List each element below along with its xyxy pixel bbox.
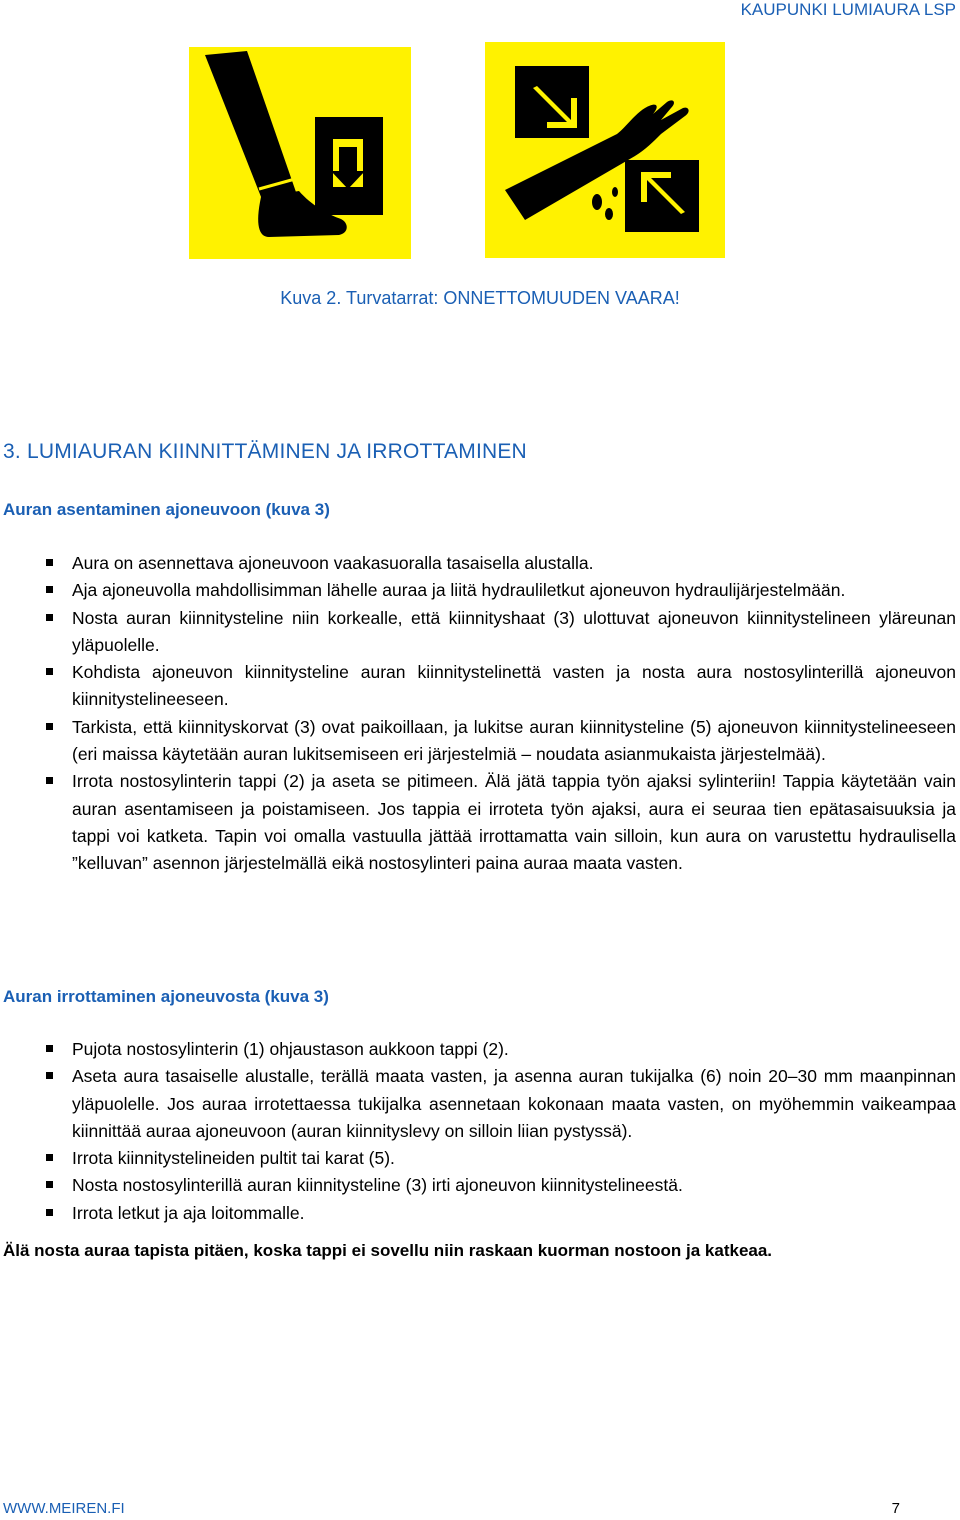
list-item: Irrota kiinnitystelineiden pultit tai karat (5). (0, 1145, 956, 1172)
document-header-title: KAUPUNKI LUMIAURA LSP (740, 0, 956, 19)
hand-crush-warning-icon (485, 42, 725, 258)
list-item: Irrota nostosylinterin tappi (2) ja aseta se pitimeen. Älä jätä tappia työn ajaksi sylinteriin! Tappia käytetään vain auran asentamiseen ja poistamiseen. Jos tappia ei irroteta työn ajaksi, aura ei seuraa tien epätasaisuuksia ja tappi voi katketa. Tapin voi omalla vastuulla jättää irrottamatta vain silloin, kun aura on varustettu hydraulisella ”kelluvan” asennon järjestelmällä eikä nostosylinteri paina auraa maata vasten. (0, 768, 956, 877)
list-item: Aura on asennettava ajoneuvoon vaakasuoralla tasaisella alustalla. (0, 550, 956, 577)
footer-url: WWW.MEIREN.FI (3, 1500, 125, 1517)
hand-crush-warning-sign (485, 42, 725, 258)
warning-note: Älä nosta auraa tapista pitäen, koska tappi ei sovellu niin raskaan kuorman nostoon ja katkeaa. (3, 1241, 773, 1260)
list-item: Aseta aura tasaiselle alustalle, terällä maata vasten, ja asenna auran tukijalka (6) noin 20–30 mm maanpinnan yläpuolelle. Jos auraa irrotettaessa tukijalka asennetaan kokonaan maata vasten, on myöhemmin vaikeampaa kiinnittää auraa ajoneuvoon (auran kiinnityslevy on silloin liian pystyssä). (0, 1063, 956, 1145)
removal-steps-list (0, 1036, 956, 1227)
list-item: Tarkista, että kiinnityskorvat (3) ovat paikoillaan, ja lukitse auran kiinnitysteline (5) ajoneuvon kiinnitystelineeseen (eri maissa käytetään auran lukitsemiseen eri järjestelmiä – noudata asianmukaista järjestelmää). (0, 714, 956, 769)
page-number: 7 (891, 1500, 900, 1517)
foot-crush-warning-sign (189, 47, 411, 259)
list-item: Irrota letkut ja aja loitommalle. (0, 1200, 956, 1227)
mounting-subheading: Auran asentaminen ajoneuvoon (kuva 3) (3, 500, 330, 519)
list-item: Aja ajoneuvolla mahdollisimman lähelle auraa ja liitä hydrauliletkut ajoneuvon hydraulijärjestelmään. (0, 577, 956, 604)
list-item: Nosta auran kiinnitysteline niin korkealle, että kiinnityshaat (3) ulottuvat ajoneuvon kiinnitystelineen yläreunan yläpuolelle. (0, 605, 956, 660)
figure-caption: Kuva 2. Turvatarrat: ONNETTOMUUDEN VAARA! (280, 288, 680, 308)
removal-subheading: Auran irrottaminen ajoneuvosta (kuva 3) (3, 987, 329, 1006)
list-item: Nosta nostosylinterillä auran kiinnitysteline (3) irti ajoneuvon kiinnitystelineestä. (0, 1172, 956, 1199)
list-item: Kohdista ajoneuvon kiinnitysteline auran kiinnitystelinettä vasten ja nosta aura nostosylinterillä ajoneuvon kiinnitystelineeseen. (0, 659, 956, 714)
section-heading: 3. LUMIAURAN KIINNITTÄMINEN JA IRROTTAMINEN (3, 440, 527, 463)
list-item: Pujota nostosylinterin (1) ohjaustason aukkoon tappi (2). (0, 1036, 956, 1063)
foot-crush-warning-icon (189, 47, 411, 259)
mounting-steps-list (0, 550, 956, 878)
